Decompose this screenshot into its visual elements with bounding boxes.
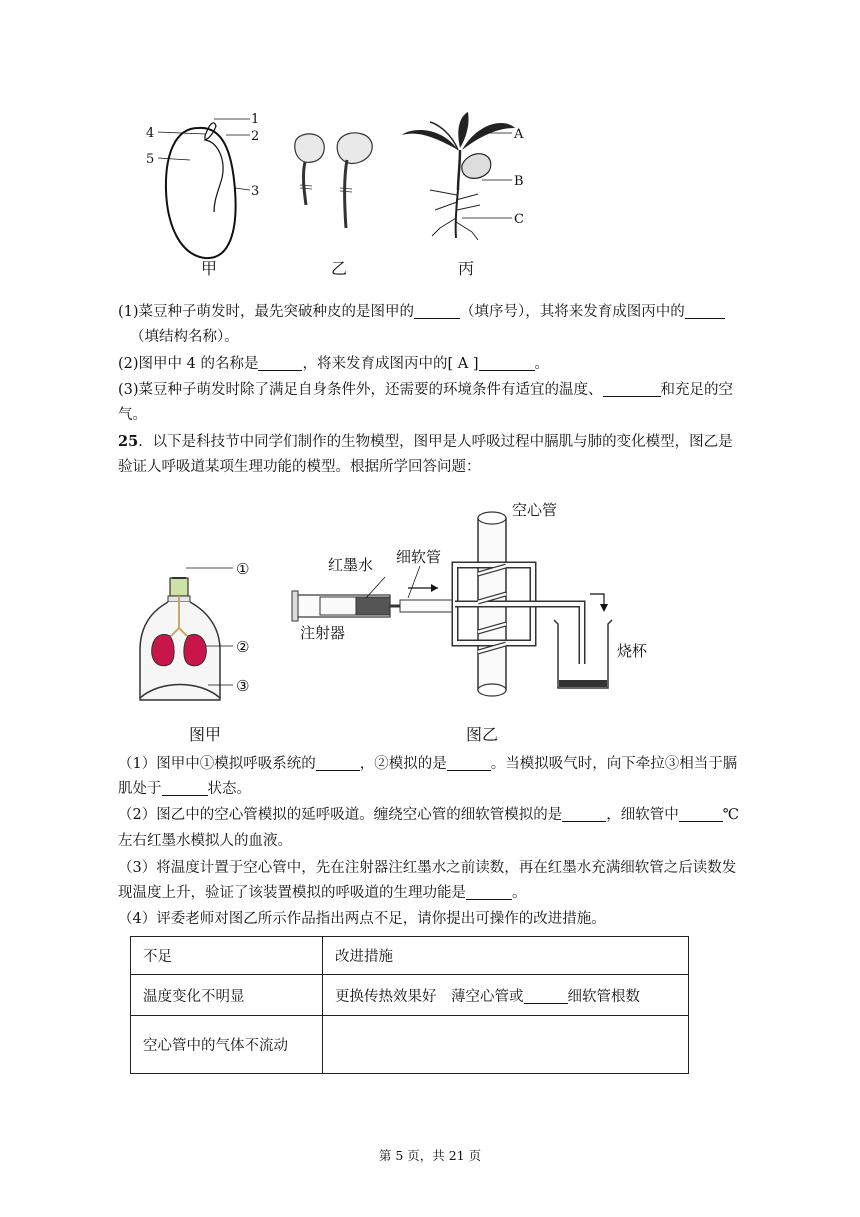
caption-figure-jia: 图甲 <box>189 725 222 744</box>
table-header-row <box>131 937 689 975</box>
q25-s3-line-2: 现温度上升，验证了该装置模拟的呼吸道的生理功能是 。 <box>118 885 527 901</box>
plant-label-C: C <box>514 212 524 227</box>
table-cell-issue: 空心管中的气体不流动 <box>131 1016 323 1074</box>
question-number: 25 <box>118 433 139 450</box>
q25-s4-line: （4）评委老师对图乙所示作品指出两点不足，请你提出可操作的改进措施。 <box>118 911 606 927</box>
plant-label-B: B <box>514 174 524 189</box>
label-soft-tube: 细软管 <box>396 548 442 566</box>
caption-jia: 甲 <box>201 259 218 278</box>
label-red-ink: 红墨水 <box>328 556 374 574</box>
answer-blank[interactable] <box>162 779 208 796</box>
answer-blank[interactable] <box>524 987 568 1004</box>
table-cell-fix: 更换传热效果好 薄空心管或 细软管根数 <box>323 975 689 1016</box>
answer-blank[interactable] <box>447 754 491 771</box>
table-row <box>131 975 689 1016</box>
q25-s1-line-2: 肌处于 状态。 <box>118 781 251 797</box>
bell-jar-model <box>140 560 249 700</box>
label-beaker: 烧杯 <box>617 642 648 660</box>
q24-line-4: (3)菜豆种子萌发时除了满足自身条件外，还需要的环境条件有适宜的温度、 和充足的空 <box>118 382 734 398</box>
page-footer: 第 5 页，共 21 页 <box>378 1148 482 1163</box>
plant-label-A: A <box>514 127 524 142</box>
caption-figure-yi: 图乙 <box>466 725 499 744</box>
q25-s2-line-2: 左右红墨水模拟人的血液。 <box>118 833 292 849</box>
q25-s3-line-1: （3）将温度计置于空心管中，先在注射器注红墨水之前读数，再在红墨水充满细软管之后读数发 <box>118 860 737 876</box>
airway-model <box>292 501 648 696</box>
table-cell-issue: 温度变化不明显 <box>131 975 323 1016</box>
seed-label-1: 1 <box>251 112 260 127</box>
answer-blank[interactable] <box>679 805 723 822</box>
answer-blank[interactable] <box>466 883 512 900</box>
seed-label-2: 2 <box>251 129 260 144</box>
lung-model-marker-3: ③ <box>236 677 250 695</box>
lung-model-marker-1: ① <box>236 560 250 578</box>
table-header-fix: 改进措施 <box>323 937 689 975</box>
q24-line-1: (1)菜豆种子萌发时，最先突破种皮的是图甲的 （填序号），其将来发育成图丙中的 <box>118 300 778 324</box>
q24-line-5: 气。 <box>118 407 147 423</box>
caption-yi: 乙 <box>331 259 348 278</box>
label-hollow-tube: 空心管 <box>512 501 558 519</box>
q25-intro-2: 验证人呼吸道某项生理功能的模型。根据所学回答问题： <box>118 459 481 475</box>
caption-bing: 丙 <box>458 259 475 278</box>
answer-blank[interactable] <box>562 805 606 822</box>
seed-label-5: 5 <box>146 152 155 167</box>
seed-label-3: 3 <box>251 184 260 199</box>
table-header-issue: 不足 <box>131 937 323 975</box>
table-cell-fix-empty[interactable] <box>323 1016 689 1074</box>
improvement-table <box>130 936 689 1074</box>
q25-s1-line-1: （1）图甲中①模拟呼吸系统的 ，②模拟的是 。当模拟吸气时，向下牵拉③相当于膈 <box>118 756 738 772</box>
q24-line-2: （填结构名称）。 <box>130 329 239 345</box>
lung-model-marker-2: ② <box>236 638 250 656</box>
q25-s2-line-1: （2）图乙中的空心管模拟的延呼吸道。缠绕空心管的细软管模拟的是 ，细软管中 ℃ <box>118 807 739 823</box>
answer-blank[interactable] <box>316 754 360 771</box>
label-syringe: 注射器 <box>300 624 346 642</box>
table-row <box>131 1016 689 1074</box>
seed-label-4: 4 <box>146 126 155 141</box>
q24-line-3: (2)图甲中 4 的名称是 ，将来发育成图丙中的[ A ] 。 <box>118 356 549 372</box>
q25-intro-1: 25．以下是科技节中同学们制作的生物模型，图甲是人呼吸过程中膈肌与肺的变化模型，图乙是 <box>118 433 733 450</box>
